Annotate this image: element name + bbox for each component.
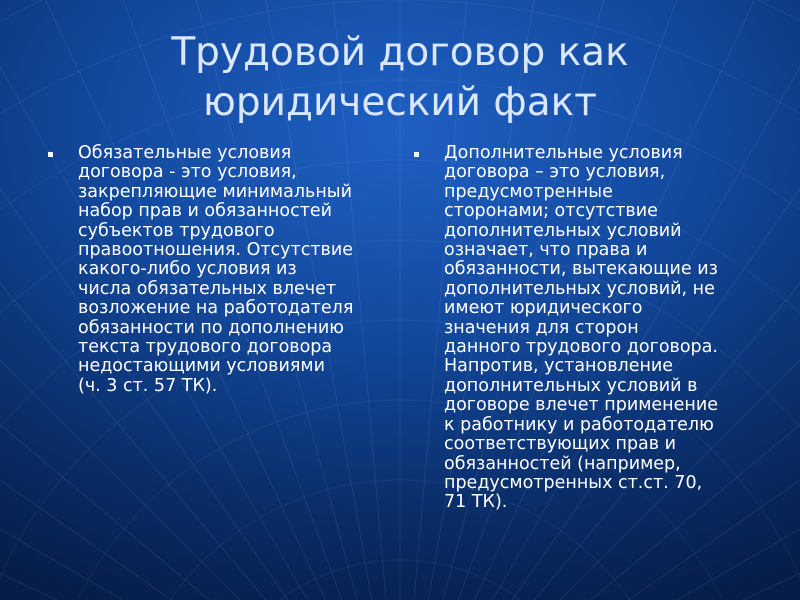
additional-conditions-text: Дополнительные условия договора – это условия, предусмотренные сторонами; отсутствие дополнительных условий означает, что права и обязанности, вытекающие из дополнительных условий, не имеют юридического значения для сторон данного трудового договора. Напротив, установление дополнительных условий в договоре влечет применение к работнику и работодателю соответствующих прав и обязанностей (например, предусмотренных ст.ст. 70, 71 ТК). [444, 143, 718, 513]
slide-title [0, 28, 800, 128]
title-line-1: Трудовой договор как [171, 30, 629, 75]
right-column [414, 144, 764, 513]
square-bullet-icon [48, 152, 53, 157]
title-line-2: юридический факт [203, 80, 597, 125]
list-item-mandatory-conditions [48, 144, 398, 396]
mandatory-conditions-text: Обязательные условия договора - это условия, закрепляющие минимальный набор прав и обязанностей субъектов трудового правоотношения. Отсутствие какого-либо условия из числа обязательных влечет возложение на работодателя обязанности по дополнению текста трудового договора недостающими условиями (ч. 3 ст. 57 ТК). [78, 143, 354, 396]
list-item-additional-conditions [414, 144, 764, 513]
square-bullet-icon [414, 152, 419, 157]
left-column [48, 144, 398, 396]
